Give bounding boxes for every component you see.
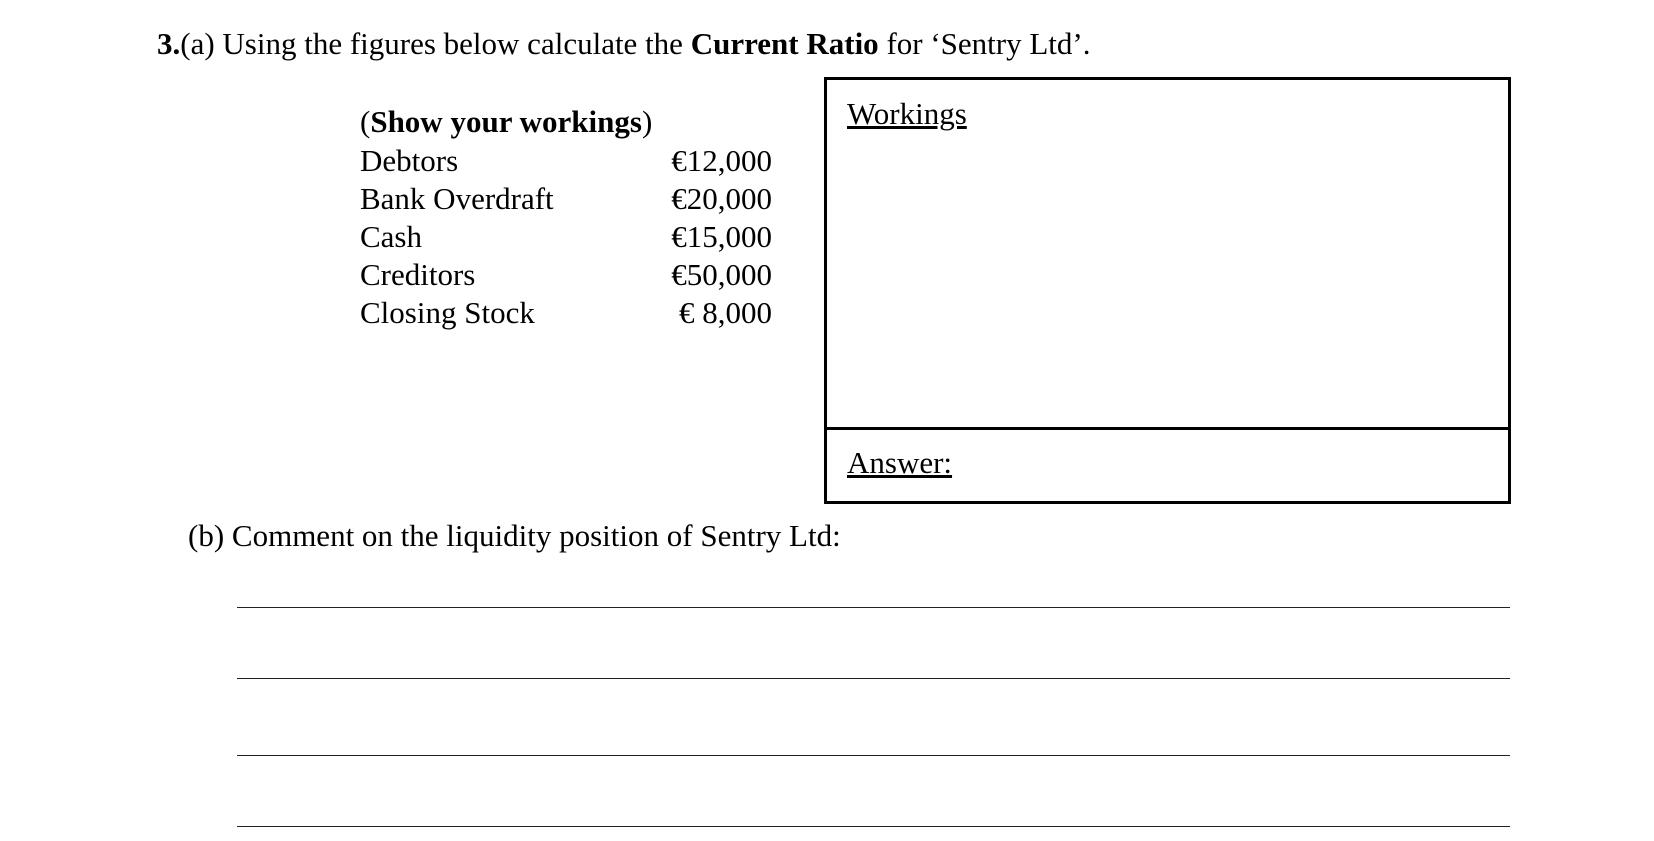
part-b-label: (b): [188, 518, 225, 553]
figure-value: €15,000: [671, 219, 772, 254]
figure-value: €50,000: [671, 257, 772, 292]
figure-row-debtors: [360, 142, 772, 180]
figure-label: Creditors: [360, 257, 476, 292]
figure-label: Bank Overdraft: [360, 181, 554, 216]
figure-value: €20,000: [671, 181, 772, 216]
question-text-after: for ‘Sentry Ltd’.: [886, 26, 1091, 61]
figure-value: € 8,000: [679, 295, 772, 330]
heading-close-paren: ): [641, 104, 653, 139]
answer-line[interactable]: [237, 826, 1510, 827]
question-text-before: Using the figures below calculate the: [222, 26, 683, 61]
figure-label: Closing Stock: [360, 295, 535, 330]
workings-divider: [827, 427, 1508, 430]
figure-value: €12,000: [671, 143, 772, 178]
answer-line[interactable]: [237, 607, 1510, 608]
figure-row-bank-overdraft: [360, 180, 772, 218]
figure-label: Debtors: [360, 143, 459, 178]
figure-row-closing-stock: [360, 294, 772, 332]
question-bold-term: Current Ratio: [690, 26, 879, 61]
workings-label: Workings: [847, 96, 967, 131]
heading-open-paren: (: [360, 104, 371, 139]
show-workings-heading: [360, 102, 652, 142]
answer-label: Answer:: [847, 445, 953, 480]
part-b-prompt: [188, 516, 841, 556]
question-number: 3.: [157, 26, 181, 61]
part-b-text: Comment on the liquidity position of Sentry Ltd:: [231, 518, 841, 553]
answer-line[interactable]: [237, 755, 1510, 756]
figure-row-creditors: [360, 256, 772, 294]
workings-answer-box[interactable]: [824, 77, 1511, 504]
part-a-label: (a): [180, 26, 215, 61]
question-heading: [157, 24, 1090, 64]
figure-label: Cash: [360, 219, 422, 254]
heading-text: Show your workings: [370, 104, 642, 139]
figure-row-cash: [360, 218, 772, 256]
answer-line[interactable]: [237, 678, 1510, 679]
